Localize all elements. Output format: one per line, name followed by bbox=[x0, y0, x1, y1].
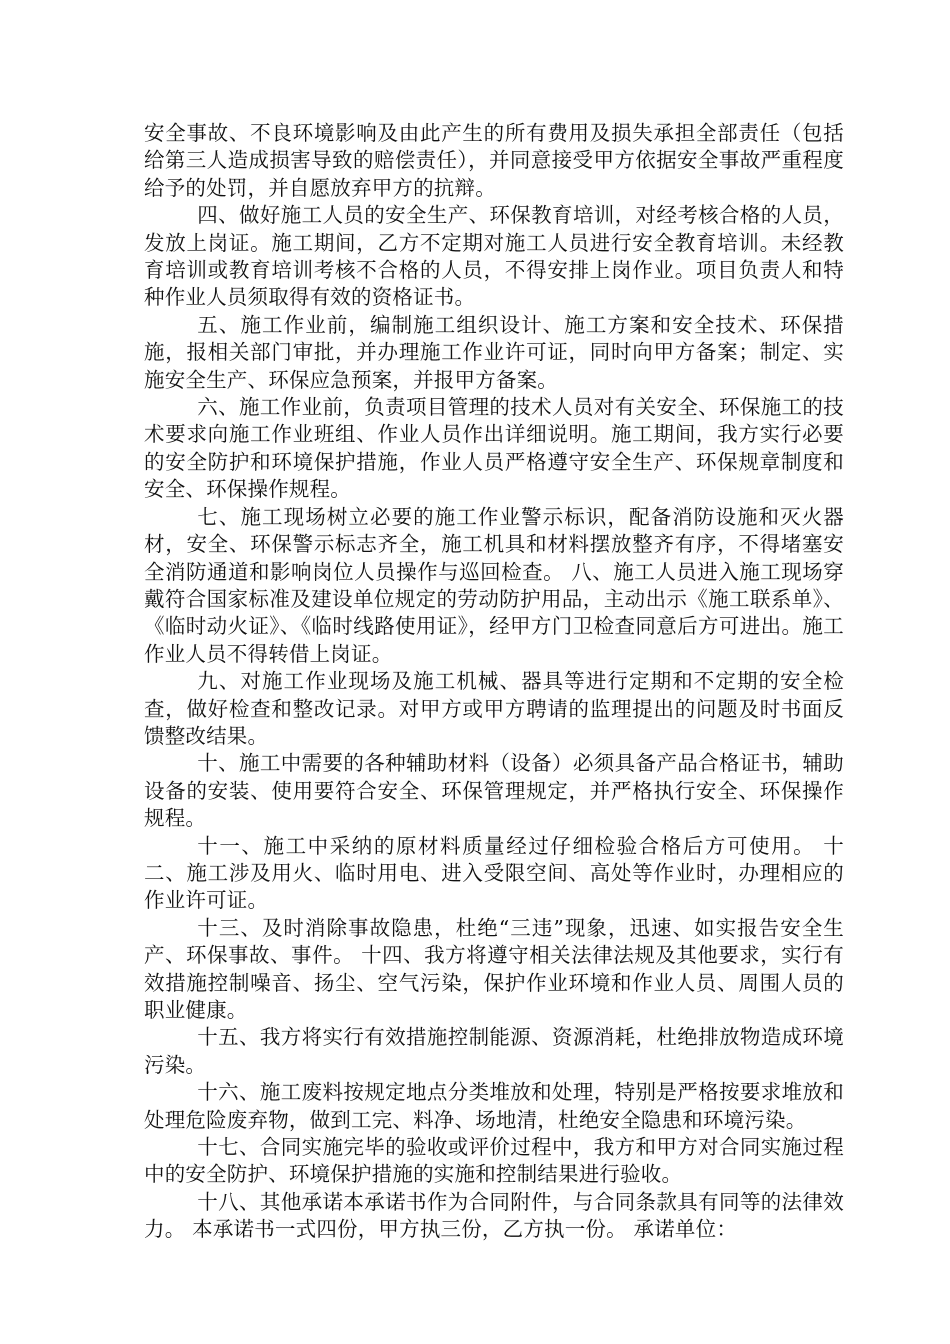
paragraph-clause-4: 四、做好施工人员的安全生产、环保教育培训，对经考核合格的人员，发放上岗证。施工期间，乙方不定期对施工人员进行安全教育培训。未经教育培训或教育培训考核不合格的人员，不得安排上岗作业。项目负责人和特种作业人员须取得有效的资格证书。 bbox=[144, 203, 844, 310]
paragraph-clause-6: 六、施工作业前，负责项目管理的技术人员对有关安全、环保施工的技术要求向施工作业班组、作业人员作出详细说明。施工期间，我方实行必要的安全防护和环境保护措施，作业人员严格遵守安全生产、环保规章制度和安全、环保操作规程。 bbox=[144, 395, 844, 502]
paragraph-clause-13-14: 十三、及时消除事故隐患，杜绝“三违”现象，迅速、如实报告安全生产、环保事故、事件。 十四、我方将遵守相关法律法规及其他要求，实行有效措施控制噪音、扬尘、空气污染，保护作业环境和作业人员、周围人员的职业健康。 bbox=[144, 915, 844, 1022]
paragraph-clause-11-12: 十一、施工中采纳的原材料质量经过仔细检验合格后方可使用。 十二、施工涉及用火、临时用电、进入受限空间、高处等作业时，办理相应的作业许可证。 bbox=[144, 833, 844, 913]
paragraph-clause-9: 九、对施工作业现场及施工机械、器具等进行定期和不定期的安全检查，做好检查和整改记录。对甲方或甲方聘请的监理提出的问题及时书面反馈整改结果。 bbox=[144, 669, 844, 748]
paragraph-intro: 安全事故、不良环境影响及由此产生的所有费用及损失承担全部责任（包括给第三人造成损害导致的赔偿责任），并同意接受甲方依据安全事故严重程度给予的处罚，并自愿放弃甲方的抗辩。 bbox=[144, 121, 844, 200]
paragraph-clause-17: 十七、合同实施完毕的验收或评价过程中，我方和甲方对合同实施过程中的安全防护、环境保护措施的实施和控制结果进行验收。 bbox=[144, 1135, 844, 1187]
paragraph-clause-7-8: 七、施工现场树立必要的施工作业警示标识，配备消防设施和灭火器材，安全、环保警示标志齐全，施工机具和材料摆放整齐有序，不得堵塞安全消防通道和影响岗位人员操作与巡回检查。 八、施工人员进入施工现场穿戴符合国家标准及建设单位规定的劳动防护用品，主动出示《施工联系单》、《临时动火证》、《临时线路使用证》，经甲方门卫检查同意后方可进出。施工作业人员不得转借上岗证。 bbox=[144, 504, 844, 666]
paragraph-clause-10: 十、施工中需要的各种辅助材料（设备）必须具备产品合格证书，辅助设备的安装、使用要符合安全、环保管理规定，并严格执行安全、环保操作规程。 bbox=[144, 751, 844, 831]
paragraph-clause-5: 五、施工作业前，编制施工组织设计、施工方案和安全技术、环保措施，报相关部门审批，并办理施工作业许可证，同时向甲方备案；制定、实施安全生产、环保应急预案，并报甲方备案。 bbox=[144, 312, 844, 392]
paragraph-clause-15: 十五、我方将实行有效措施控制能源、资源消耗，杜绝排放物造成环境污染。 bbox=[144, 1025, 844, 1077]
paragraph-clause-18: 十八、其他承诺本承诺书作为合同附件，与合同条款具有同等的法律效力。 本承诺书一式四份，甲方执三份，乙方执一份。 承诺单位： bbox=[144, 1189, 844, 1242]
paragraph-clause-16: 十六、施工废料按规定地点分类堆放和处理，特别是严格按要求堆放和处理危险废弃物，做到工完、料净、场地清，杜绝安全隐患和环境污染。 bbox=[144, 1080, 844, 1132]
document-body bbox=[144, 120, 844, 1244]
